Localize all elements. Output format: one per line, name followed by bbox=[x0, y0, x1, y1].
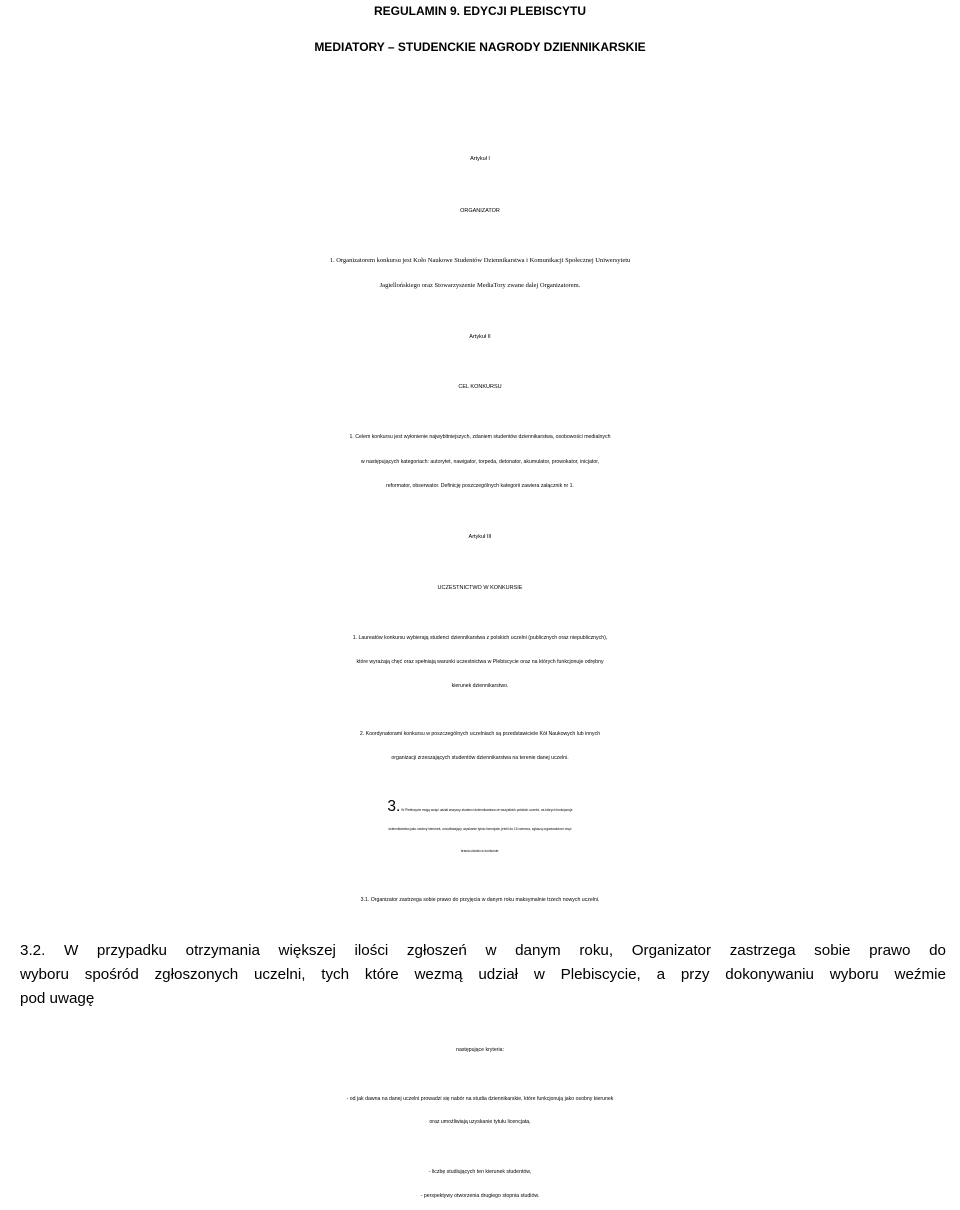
article-1-heading: ORGANIZATOR bbox=[460, 208, 500, 214]
criterion-3: - perspektywy otworzenia drugiego stopnia studiów. bbox=[420, 1193, 540, 1199]
article-3-paragraph-1-line-3: kierunek dziennikarstwo. bbox=[451, 683, 509, 689]
article-3-heading: UCZESTNICTWO W KONKURSIE bbox=[437, 585, 523, 591]
article-3-paragraph-1-line-2: które wyrażają chęć oraz spełniają warunki uczestnictwa w Plebiscycie oraz na których funkcjonuje odrębny bbox=[356, 659, 604, 665]
article-2-paragraph-1-line-3: reformator, obserwator. Definicję poszczególnych kategorii zawiera załącznik nr 1. bbox=[386, 483, 574, 489]
article-3-paragraph-3-2-line-1: 3.2. W przypadku otrzymania większej ilości zgłoszeń w danym roku, Organizator zastrzega sobie prawo do bbox=[20, 942, 946, 959]
article-3-paragraph-3-number: 3. bbox=[387, 798, 401, 815]
article-3-paragraph-3-line-1-text: W Plebiscycie mogą wziąć udział wszyscy studenci dziennikarstwa ze wszystkich polskich uczelni, na których funkcjonuje bbox=[401, 808, 573, 812]
article-3-paragraph-3-1: 3.1. Organizator zastrzega sobie prawo do przyjęcia w danym roku maksymalnie trzech nowych uczelni. bbox=[360, 897, 600, 903]
criterion-2: - liczbę studiujących ten kierunek studentów, bbox=[428, 1169, 532, 1175]
article-2-paragraph-1-line-1: 1. Celem konkursu jest wyłonienie najwybitniejszych, zdaniem studentów dziennikarstwa, osobowości medialnych bbox=[349, 434, 611, 440]
article-3-paragraph-2-line-1: 2. Koordynatorami konkursu w poszczególnych uczelniach są przedstawiciele Kół Naukowych lub innych bbox=[359, 731, 601, 737]
article-2-paragraph-1-line-2: w następujących kategoriach: autorytet, nawigator, torpeda, detonator, akumulator, prowokator, inicjator, bbox=[360, 459, 600, 465]
article-3-paragraph-3-2-line-3: pod uwagę bbox=[20, 990, 95, 1007]
article-1-paragraph-1-line-1: 1. Organizatorem konkursu jest Koło Naukowe Studentów Dziennikarstwa i Komunikacji Społecznej Uniwersytetu bbox=[329, 257, 631, 264]
article-3-paragraph-3-line-3: brania udziału w konkursie. bbox=[460, 849, 500, 853]
article-1-paragraph-1-line-2: Jagiellońskiego oraz Stowarzyszenie MediaTory zwane dalej Organizatorem. bbox=[379, 282, 581, 289]
document-title-line-1: REGULAMIN 9. EDYCJI PLEBISCYTU bbox=[373, 4, 587, 18]
criteria-heading: następujące kryteria: bbox=[456, 1047, 504, 1053]
article-3-label: Artykuł III bbox=[468, 534, 492, 540]
document-title-line-2: MEDIATORY – STUDENCKIE NAGRODY DZIENNIKARSKIE bbox=[314, 40, 646, 54]
article-3-paragraph-3-line-2: dziennikarstwo jako osobny kierunek, umożliwiający uzyskanie tytułu licencjata, jeżeli do 15 czerwca, zgłoszą organizatorom chęć bbox=[388, 827, 572, 831]
criterion-1-line-1: - od jak dawna na danej uczelni prowadzi się nabór na studia dziennikarskie, które funkcjonują jako osobny kierunek bbox=[346, 1096, 614, 1102]
article-2-label: Artykuł II bbox=[469, 334, 491, 340]
article-3-paragraph-1-line-1: 1. Laureatów konkursu wybierają studenci dziennikarstwa z polskich uczelni (publicznych oraz niepublicznych), bbox=[352, 635, 608, 641]
criterion-1-line-2: oraz umożliwiają uzyskanie tytułu licencjata, bbox=[429, 1119, 531, 1125]
article-3-paragraph-3-line-1 bbox=[0, 798, 960, 819]
article-1-label: Artykuł I bbox=[470, 156, 490, 162]
article-3-paragraph-2-line-2: organizacji zrzeszających studentów dziennikarstwa na terenie danej uczelni. bbox=[391, 755, 569, 761]
article-2-heading: CEL KONKURSU bbox=[458, 384, 502, 390]
article-3-paragraph-3-2-line-2: wyboru spośród zgłoszonych uczelni, tych które wezmą udział w Plebiscycie, a przy dokonywaniu wyboru weźmie bbox=[20, 966, 946, 983]
